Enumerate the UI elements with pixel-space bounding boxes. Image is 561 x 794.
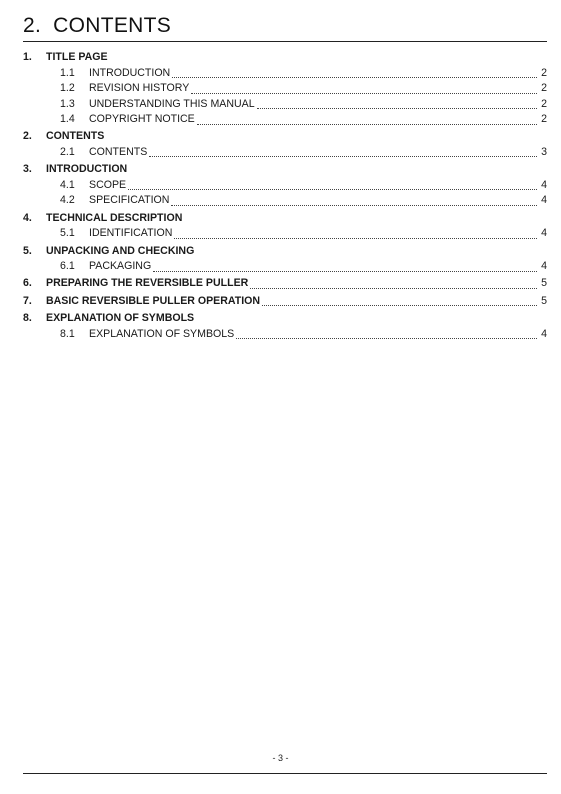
toc-number: 2.1 bbox=[60, 145, 75, 158]
toc-page-number: 3 bbox=[541, 145, 547, 158]
toc-entry-row bbox=[23, 178, 547, 194]
dot-leader bbox=[172, 76, 537, 78]
dot-leader bbox=[197, 123, 537, 125]
toc-section-row bbox=[23, 294, 547, 310]
toc-entry-row bbox=[23, 327, 547, 343]
toc-label: TITLE PAGE bbox=[46, 51, 108, 63]
toc-number: 1.4 bbox=[60, 113, 75, 125]
toc-label: REVISION HISTORY bbox=[89, 82, 190, 94]
toc-page-number: 2 bbox=[541, 97, 547, 110]
toc-number: 3. bbox=[23, 163, 32, 176]
toc-entry-row bbox=[23, 112, 547, 128]
toc-entry-row bbox=[23, 259, 547, 275]
toc-number: 1.2 bbox=[60, 82, 75, 94]
toc-page-number: 4 bbox=[541, 178, 547, 191]
toc-label: EXPLANATION OF SYMBOLS bbox=[89, 327, 235, 340]
dot-leader bbox=[191, 92, 537, 94]
toc-label: TECHNICAL DESCRIPTION bbox=[46, 211, 183, 224]
toc-entry-row bbox=[23, 193, 547, 209]
chapter-title: CONTENTS bbox=[53, 14, 172, 37]
toc-section-row bbox=[23, 311, 547, 327]
toc-section-row bbox=[23, 244, 547, 260]
toc-entry-row bbox=[23, 226, 547, 242]
toc-page-number: 4 bbox=[541, 227, 547, 240]
toc-number: 6. bbox=[23, 277, 32, 290]
toc-section-row bbox=[23, 129, 547, 145]
page-title bbox=[23, 12, 547, 41]
toc-label: EXPLANATION OF SYMBOLS bbox=[46, 312, 195, 325]
toc-number: 8.1 bbox=[60, 327, 75, 340]
footer-rule bbox=[23, 773, 547, 774]
page-number: - 3 - bbox=[272, 753, 289, 763]
toc-number: 5. bbox=[23, 244, 32, 257]
toc-label: UNPACKING AND CHECKING bbox=[46, 244, 195, 257]
toc-number: 5.1 bbox=[60, 227, 75, 240]
toc-label: CONTENTS bbox=[46, 130, 105, 143]
toc-label: SCOPE bbox=[89, 178, 127, 191]
dot-leader bbox=[262, 304, 537, 306]
toc-label: UNDERSTANDING THIS MANUAL bbox=[89, 97, 255, 110]
page-header bbox=[23, 12, 547, 42]
toc-page-number: 4 bbox=[541, 260, 547, 273]
toc-number: 2. bbox=[23, 130, 32, 143]
toc-number: 4. bbox=[23, 211, 32, 224]
toc-label: CONTENTS bbox=[89, 145, 148, 158]
dot-leader bbox=[153, 270, 537, 272]
toc-label: IDENTIFICATION bbox=[89, 227, 173, 240]
dot-leader bbox=[236, 337, 537, 339]
table-of-contents bbox=[23, 50, 547, 342]
toc-label: INTRODUCTION bbox=[89, 66, 171, 79]
dot-leader bbox=[257, 107, 537, 109]
toc-section-row bbox=[23, 276, 547, 292]
dot-leader bbox=[171, 204, 537, 206]
toc-entry-row bbox=[23, 97, 547, 113]
toc-entry-row bbox=[23, 81, 547, 97]
toc-label: SPECIFICATION bbox=[89, 194, 170, 207]
toc-number: 7. bbox=[23, 294, 32, 307]
toc-label: COPYRIGHT NOTICE bbox=[89, 113, 195, 125]
toc-page-number: 2 bbox=[541, 82, 547, 94]
toc-section-row bbox=[23, 211, 547, 227]
dot-leader bbox=[250, 287, 537, 289]
toc-number: 1.1 bbox=[60, 66, 75, 79]
toc-label: BASIC REVERSIBLE PULLER OPERATION bbox=[46, 294, 261, 307]
toc-page-number: 5 bbox=[541, 277, 547, 290]
toc-section-row bbox=[23, 162, 547, 178]
toc-page-number: 4 bbox=[541, 327, 547, 340]
toc-label: PACKAGING bbox=[89, 260, 152, 273]
toc-number: 4.2 bbox=[60, 194, 75, 207]
toc-label: INTRODUCTION bbox=[46, 163, 128, 176]
toc-page-number: 4 bbox=[541, 194, 547, 207]
header-rule bbox=[23, 41, 547, 42]
dot-leader bbox=[149, 155, 537, 157]
dot-leader bbox=[174, 237, 537, 239]
toc-number: 8. bbox=[23, 312, 32, 325]
toc-page-number: 5 bbox=[541, 294, 547, 307]
toc-section-row bbox=[23, 50, 547, 66]
toc-label: PREPARING THE REVERSIBLE PULLER bbox=[46, 277, 249, 290]
dot-leader bbox=[128, 188, 537, 190]
toc-number: 1.3 bbox=[60, 97, 75, 110]
toc-page-number: 2 bbox=[541, 66, 547, 79]
toc-entry-row bbox=[23, 66, 547, 82]
chapter-number: 2. bbox=[23, 14, 42, 37]
toc-number: 6.1 bbox=[60, 260, 75, 273]
toc-number: 1. bbox=[23, 51, 32, 63]
toc-number: 4.1 bbox=[60, 178, 75, 191]
toc-entry-row bbox=[23, 145, 547, 161]
toc-page-number: 2 bbox=[541, 113, 547, 125]
